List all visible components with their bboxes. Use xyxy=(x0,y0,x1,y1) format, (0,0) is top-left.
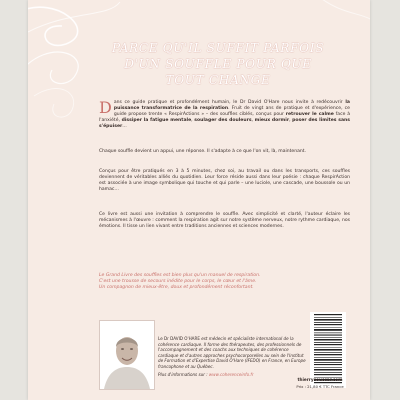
headline-line-2: D'UN SOUFFLE POUR QUE xyxy=(124,57,312,71)
price-label: Prix : 21,80 € TTC France xyxy=(296,384,344,389)
bold-phrase: dissiper la fatigue mentale xyxy=(121,118,192,124)
headline-line-3: TOUT CHANGE xyxy=(165,73,271,87)
info-line: Plus d'informations sur : www.coherenceinfo.fr xyxy=(158,371,254,377)
author-name: Le Dr DAVID O'HARE xyxy=(158,336,200,341)
bold-phrase: la puissance transformatrice de la respiration xyxy=(113,100,350,112)
paragraph-3: Conçus pour être pratiqués en 3 à 5 minutes, chez soi, au travail ou dans les transports, ces souffles deviennent de véritables alliés du quotidien. Leur force réside aussi dans leur poésie : chaque RespirAction est associée à une image symbolique qui touche et qui parle – une luciole, une cascade, une boussole ou un hamac… xyxy=(99,169,350,193)
bold-phrase: retrouver le calme xyxy=(285,112,334,118)
bold-phrase: soulager des douleurs xyxy=(194,118,252,124)
paragraph-2: Chaque souffle devient un appui, une réponse. Il s'adapte à ce que l'on vit, là, maintenant. xyxy=(99,149,306,154)
pull-quote: Le Grand Livre des souffles est bien plus qu'un manuel de respiration. C'est une trousse de secours inédite pour le corps, le cœur et l'âme. Un compagnon de mieux-être, doux et profondément réconfortant. xyxy=(99,273,261,291)
bold-phrase: poser des limites sans s'épuiser xyxy=(99,118,350,130)
barcode-icon xyxy=(313,314,343,386)
book-back-cover xyxy=(28,0,370,400)
bold-phrase: mieux dormir xyxy=(254,118,290,124)
author-photo xyxy=(99,320,155,390)
paragraph-4: Ce livre est aussi une invitation à comprendre le souffle. Avec simplicité et clarté, l'auteur éclaire les mécanismes à l'œuvre : comment la respiration agit sur notre système nerveux, notre rythme cardiaque, nos émotions. Il tisse un lien vivant entre traditions anciennes et sciences modernes. xyxy=(99,212,350,230)
headline-line-1: PARCE QU'IL SUFFIT PARFOIS xyxy=(111,41,325,55)
drop-cap: D xyxy=(99,98,112,117)
publisher-website[interactable]: thierrysouccar.com xyxy=(297,377,343,382)
intro-paragraph: Dans ce guide pratique et profondément humain, le Dr David O'Hare nous invite à redécouvrir la puissance transformatrice de la respiration. Fruit de vingt ans de pratique et d'expérience, ce guide propose trente « RespirActions » – des souffles ciblés, conçus pour retrouver le calme face à l'anxiété, dissiper la fatigue mentale, soulager des douleurs, mieux dormir, poser des limites sans s'épuiser… xyxy=(99,98,350,130)
author-bio: Le Dr DAVID O'HARE est médecin et spécialiste international de la cohérence cardiaque. Il forme des thérapeutes, des professionnels de l'accompagnement et des coachs aux techniques de cohérence cardiaque et d'autres approches psychocorporelles au sein de l'Institut de Formation et d'Expertise David O'Hare (IFEDO) en France, en Europe francophone et au Québec. Plus d'informations sur : www.coherenceinfo.fr xyxy=(158,336,308,377)
info-link[interactable]: www.coherenceinfo.fr xyxy=(208,371,254,377)
headline xyxy=(88,40,348,88)
